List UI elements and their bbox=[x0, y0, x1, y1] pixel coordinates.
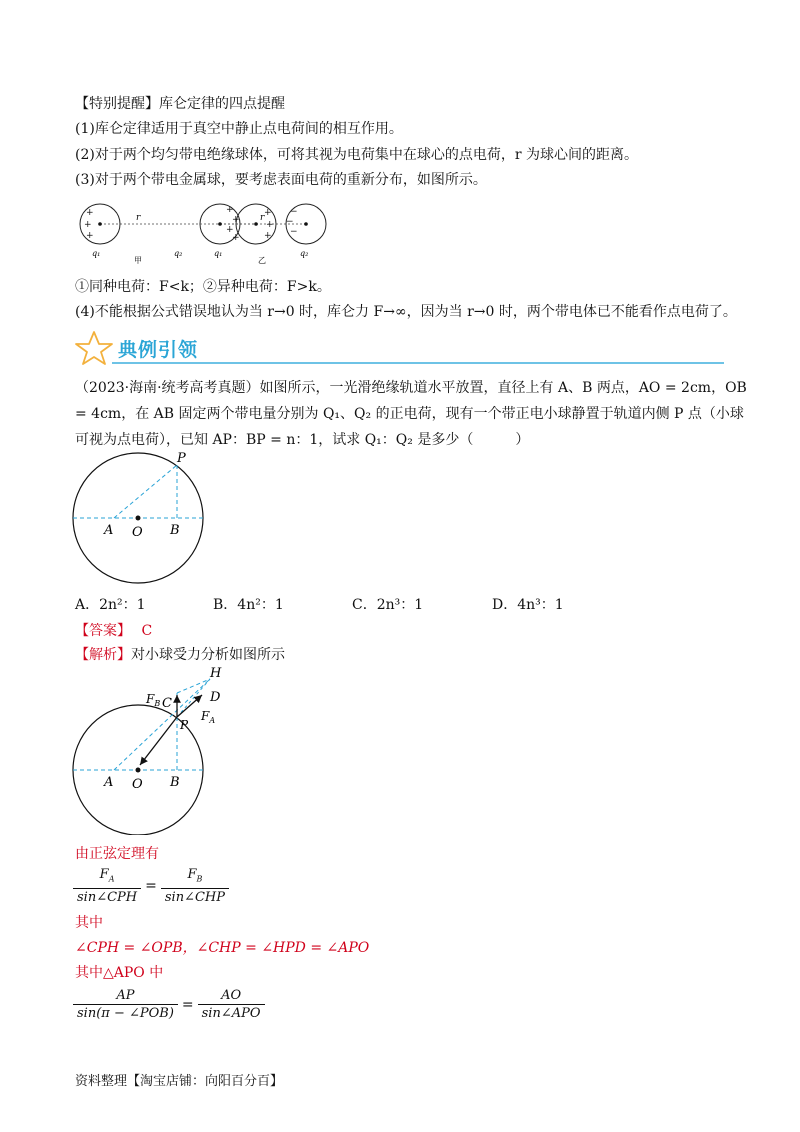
svg-text:+: + bbox=[226, 205, 234, 215]
svg-text:+: + bbox=[232, 233, 240, 243]
q1-label-1: q₁ bbox=[92, 249, 101, 258]
eq2-left-fraction: $\frac{AP}{\text{sin(π − ∠POB)}}$ bbox=[73, 987, 178, 1023]
question-line-1: （2023·海南·统考高考真题）如图所示，一光滑绝缘轨道水平放置，直径上有 A、B 两点，AO = 2cm，OB bbox=[75, 380, 747, 396]
svg-text:−: − bbox=[290, 207, 298, 217]
q2-label-1: q₂ bbox=[174, 249, 183, 258]
answer-value: C bbox=[141, 623, 153, 639]
answer-row bbox=[75, 621, 152, 641]
equation-sine-rule: $\frac{F_A}{\text{sin∠CPH}}$ = $\frac{F_B}{\text{sin∠CHP}}$ bbox=[73, 866, 229, 907]
point-a-label: A bbox=[104, 775, 114, 790]
eq1-right-fraction: $\frac{F_B}{\text{sin∠CHP}}$ bbox=[161, 866, 229, 907]
svg-text:−: − bbox=[290, 227, 298, 237]
svg-text:+: + bbox=[86, 231, 94, 241]
analysis-label: 【解析】 bbox=[75, 647, 131, 663]
r-label-1: r bbox=[136, 213, 141, 223]
option-d[interactable]: D．4n³：1 bbox=[492, 597, 564, 613]
point-c-label: C bbox=[162, 696, 172, 711]
tip-point-1: (1)库仑定律适用于真空中静止点电荷间的相互作用。 bbox=[75, 121, 403, 137]
force-fb-label: $F_B$ bbox=[146, 692, 161, 708]
option-a[interactable]: A．2n²：1 bbox=[75, 597, 146, 613]
tip-point-2: (2)对于两个均匀带电绝缘球体，可将其视为电荷集中在球心的点电荷，r 为球心间的距离。 bbox=[75, 147, 638, 163]
point-p-label: P bbox=[177, 451, 186, 466]
analysis-step-2: 其中 bbox=[75, 915, 103, 931]
r-label-2: r bbox=[260, 213, 265, 223]
svg-text:+: + bbox=[264, 208, 272, 218]
q2-label-2: q₂ bbox=[300, 249, 309, 258]
force-fa-label: $F_A$ bbox=[201, 709, 216, 725]
svg-text:+: + bbox=[266, 220, 274, 230]
option-b[interactable]: B．4n²：1 bbox=[213, 597, 284, 613]
svg-text:+: + bbox=[86, 208, 94, 218]
point-o-label: O bbox=[132, 525, 143, 540]
equation-triangle-apo: $\frac{AP}{\text{sin(π − ∠POB)}}$ = $\frac{AO}{\text{sin∠APO}}$ bbox=[73, 987, 265, 1023]
svg-text:−: − bbox=[286, 217, 294, 227]
star-icon bbox=[74, 330, 114, 366]
analysis-step-4: 其中△APO 中 bbox=[75, 965, 164, 981]
point-h-label: H bbox=[210, 666, 222, 681]
point-o-label: O bbox=[132, 777, 143, 792]
answer-label: 【答案】 bbox=[75, 623, 131, 639]
question-line-2: = 4cm，在 AB 固定两个带电量分别为 Q₁、Q₂ 的正电荷，现有一个带正电小球静置于轨道内侧 P 点（小球 bbox=[75, 406, 744, 422]
svg-text:+: + bbox=[84, 220, 92, 230]
footer-text: 资料整理【淘宝店铺：向阳百分百】 bbox=[75, 1074, 284, 1089]
yi-label: 乙 bbox=[258, 256, 266, 265]
force-analysis-figure bbox=[70, 665, 240, 835]
analysis-step-3: ∠CPH = ∠OPB，∠CHP = ∠HPD = ∠APO bbox=[75, 940, 370, 956]
charged-spheres-figure bbox=[78, 200, 338, 270]
analysis-step-1: 由正弦定理有 bbox=[75, 846, 159, 862]
svg-text:+: + bbox=[264, 231, 272, 241]
point-b-label: B bbox=[170, 775, 180, 790]
point-a-label: A bbox=[104, 523, 114, 538]
point-d-label: D bbox=[210, 690, 221, 705]
jia-label: 甲 bbox=[134, 256, 142, 265]
eq1-left-fraction: $\frac{F_A}{\text{sin∠CPH}}$ bbox=[73, 866, 141, 907]
svg-text:+: + bbox=[232, 215, 240, 225]
question-circle-figure bbox=[70, 450, 220, 600]
analysis-row bbox=[75, 645, 285, 665]
svg-text:+: + bbox=[226, 225, 234, 235]
analysis-text: 对小球受力分析如图所示 bbox=[131, 647, 285, 663]
option-c[interactable]: C．2n³：1 bbox=[352, 597, 424, 613]
section-title: 典例引领 bbox=[118, 339, 199, 361]
question-line-3: 可视为点电荷），已知 AP：BP = n：1，试求 Q₁：Q₂ 是多少（ ） bbox=[75, 432, 530, 448]
tip-note: ①同种电荷：F<k；②异种电荷：F>k。 bbox=[75, 279, 331, 295]
tip-title: 【特别提醒】库仑定律的四点提醒 bbox=[75, 96, 285, 112]
tip-point-4: (4)不能根据公式错误地认为当 r→0 时，库仑力 F→∞，因为当 r→0 时，两个带电体已不能看作点电荷了。 bbox=[75, 304, 737, 320]
section-divider bbox=[112, 362, 724, 364]
tip-point-3: (3)对于两个带电金属球，要考虑表面电荷的重新分布，如图所示。 bbox=[75, 172, 487, 188]
point-p-label: P bbox=[180, 718, 189, 732]
eq2-right-fraction: $\frac{AO}{\text{sin∠APO}}$ bbox=[198, 987, 265, 1023]
q1-label-2: q₁ bbox=[214, 249, 223, 258]
point-b-label: B bbox=[170, 523, 180, 538]
